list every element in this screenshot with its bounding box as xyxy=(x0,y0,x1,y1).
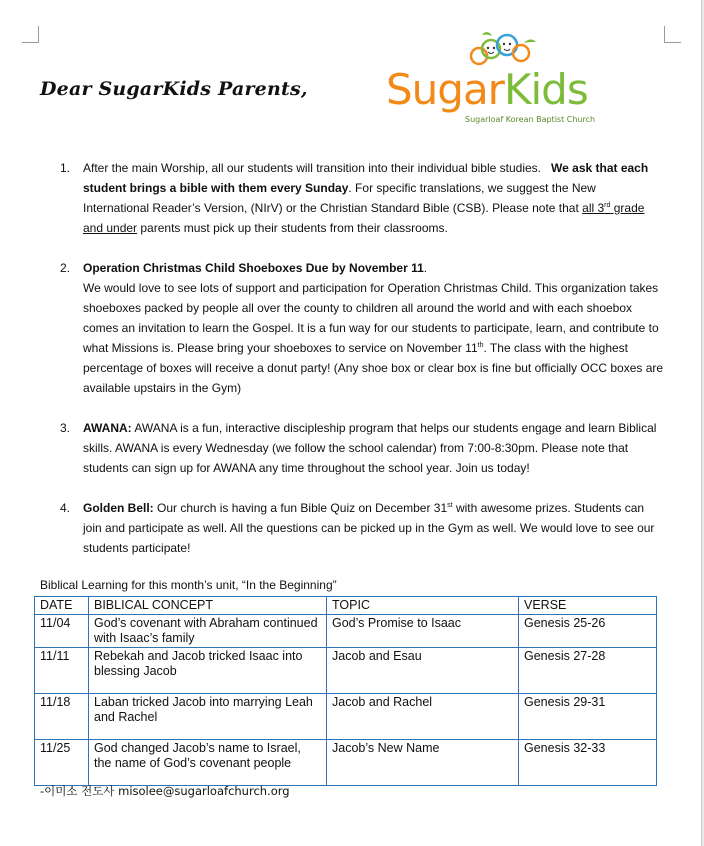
underlined-part: all 3 xyxy=(582,201,605,215)
cell-date: 11/18 xyxy=(35,694,89,740)
list-item-bible-study xyxy=(60,158,665,238)
logo-wordmark xyxy=(386,66,588,114)
cell-date: 11/25 xyxy=(35,740,89,786)
item-heading: Golden Bell: xyxy=(83,501,154,515)
superscript: st xyxy=(447,502,453,509)
crop-mark-top-right xyxy=(664,26,681,43)
cell-verse: Genesis 25-26 xyxy=(519,615,657,648)
cell-date: 11/04 xyxy=(35,615,89,648)
cell-concept: God’s covenant with Abraham continued with Isaac’s family xyxy=(89,615,327,648)
table-caption: Biblical Learning for this month’s unit, “In the Beginning” xyxy=(40,578,337,592)
cell-verse: Genesis 32-33 xyxy=(519,740,657,786)
list-number: 3. xyxy=(60,421,71,435)
item-text: parents must pick up their students from their classrooms. xyxy=(137,221,448,235)
cell-concept: Laban tricked Jacob into marrying Leah and Rachel xyxy=(89,694,327,740)
logo-subtitle: Sugarloaf Korean Baptist Church xyxy=(465,115,596,124)
cell-verse: Genesis 29-31 xyxy=(519,694,657,740)
cell-topic: God’s Promise to Isaac xyxy=(327,615,519,648)
cell-concept: God changed Jacob’s name to Israel, the name of God’s covenant people xyxy=(89,740,327,786)
cell-date: 11/11 xyxy=(35,648,89,694)
header-biblical-concept: BIBLICAL CONCEPT xyxy=(89,597,327,615)
list-item-operation-christmas-child xyxy=(60,258,665,398)
header-date: DATE xyxy=(35,597,89,615)
greeting: Dear SugarKids Parents, xyxy=(40,78,308,100)
table-row xyxy=(35,615,657,648)
table-header-row xyxy=(35,597,657,615)
item-text: We would love to see lots of support and participation for Operation Christmas Child. This organization takes shoeboxes packed by people all over the county to children all around the world and with each shoebox comes an invitation to learn the Gospel. It is a fun way for our students to participate, learn, and contribute to what Missions is. Please bring your shoeboxes to service on November 11 xyxy=(83,281,659,355)
contact-footer: -이미소 전도사 misolee@sugarloafchurch.org xyxy=(40,784,290,798)
logo-word-kids: Kids xyxy=(503,65,588,114)
item-text: . For specific translations, we suggest the New International Reader’s Version, (NIrV) or the Christian Standard Bible (CSB). Please note that xyxy=(83,181,596,215)
superscript: rd xyxy=(604,202,611,209)
item-text: Our church is having a fun Bible Quiz on December 31 xyxy=(153,501,448,515)
header-topic: TOPIC xyxy=(327,597,519,615)
announcement-list xyxy=(60,158,665,578)
item-text: . The class with the highest percentage of boxes will receive a donut party! (Any shoe box or clear box is fine but officially OCC boxes are available upstairs in the Gym) xyxy=(83,341,664,395)
cell-verse: Genesis 27-28 xyxy=(519,648,657,694)
underlined-part: grade and under xyxy=(83,201,645,235)
table-row xyxy=(35,648,657,694)
crop-mark-top-left xyxy=(22,26,39,43)
item-text: AWANA is a fun, interactive discipleship program that helps our students engage and learn Biblical skills. AWANA is every Wednesday (we follow the school calendar) from 7:00-8:30pm. Please note that students can sign up for AWANA any time throughout the school year. Join us today! xyxy=(83,421,657,475)
item-text: . xyxy=(423,261,428,275)
cell-concept: Rebekah and Jacob tricked Isaac into blessing Jacob xyxy=(89,648,327,694)
list-number: 4. xyxy=(60,501,71,515)
item-text: After the main Worship, all our students will transition into their individual bible studies. xyxy=(83,161,542,175)
table-row xyxy=(35,694,657,740)
list-item-awana xyxy=(60,418,665,478)
logo-word-sugar: Sugar xyxy=(386,65,504,114)
cell-topic: Jacob and Rachel xyxy=(327,694,519,740)
item-bold-text: We ask that each student brings a bible with them every Sunday xyxy=(83,161,649,195)
table-row xyxy=(35,740,657,786)
list-item-golden-bell xyxy=(60,498,665,558)
cell-topic: Jacob’s New Name xyxy=(327,740,519,786)
sugarkids-logo xyxy=(386,30,596,128)
cell-topic: Jacob and Esau xyxy=(327,648,519,694)
list-number: 2. xyxy=(60,261,71,275)
lesson-table xyxy=(34,596,657,786)
item-heading: AWANA: xyxy=(83,421,132,435)
item-text: with awesome prizes. Students can join and participate as well. All the questions can be picked up in the Gym as well. We would love to see our students participate! xyxy=(83,501,655,555)
list-number: 1. xyxy=(60,161,71,175)
item-heading: Operation Christmas Child Shoeboxes Due by November 11 xyxy=(83,261,424,275)
header-verse: VERSE xyxy=(519,597,657,615)
superscript: th xyxy=(477,342,484,349)
